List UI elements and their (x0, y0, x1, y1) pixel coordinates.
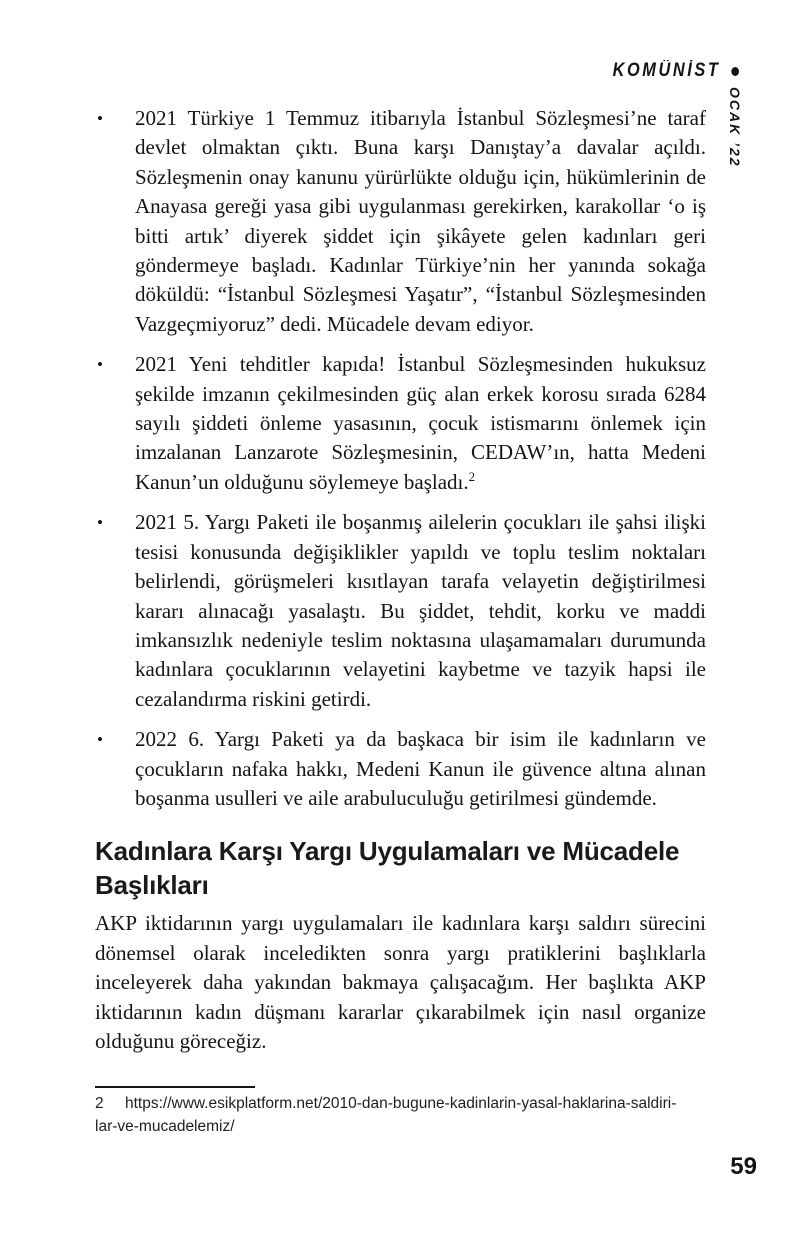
issue-date-vertical: OCAK ’22 (727, 87, 743, 168)
list-item (95, 104, 706, 339)
page-number: 59 (730, 1153, 757, 1180)
bullet-paragraph (135, 350, 706, 497)
bullet-paragraph-text: 2021 5. Yargı Paketi ile boşanmış ailelerin çocukları ile şahsi ilişki tesisi konusunda değişiklikler yapıldı ve toplu teslim noktaları belirlendi, görüşmeleri kısıtlayan tarafa velayetin değiştirilmesi kararı alınacağı yasalaştı. Bu şiddet, tehdit, korku ve maddi imkansızlık nedeniyle teslim noktasına ulaşamamaları durumunda kadınlara çocuklarının velayetini kaybetme ve tazyik hapsi ile cezalandırma riskini getirdi. (135, 510, 706, 711)
page-body (95, 104, 706, 1056)
bullet-icon: • (97, 513, 103, 533)
footnote-url: https://www.esikplatform.net/2010-dan-bugune-kadinlarin-yasal-haklarina-saldiri- (125, 1095, 677, 1112)
footnote-number: 2 (95, 1095, 104, 1112)
footnote-line (95, 1092, 720, 1115)
bullet-paragraph (135, 104, 706, 339)
bullet-paragraph-text: 2022 6. Yargı Paketi ya da başkaca bir isim ile kadınların ve çocukların nafaka hakkı, Medeni Kanun ile güvence altına alınan boşanma usulleri ve aile arabuluculuğu getirilmesi gündemde. (135, 727, 706, 810)
footnote-url-continued: lar-ve-mucadelemiz/ (95, 1118, 235, 1135)
footnote-divider (95, 1086, 255, 1088)
footnote (95, 1092, 720, 1138)
bullet-paragraph-text: 2021 Yeni tehditler kapıda! İstanbul Sözleşmesinden hukuksuz şekilde imzanın çekilmesinden güç alan erkek korosu sırada 6284 sayılı şiddeti önleme yasasının, çocuk istismarını önlemek için imzalanan Lanzarote Sözleşmesinin, CEDAW’ın, hatta Medeni Kanun’un olduğunu söylemeye başladı. (135, 352, 706, 494)
magazine-masthead (612, 60, 739, 82)
masthead-bullet-dot-icon (731, 67, 739, 76)
bullet-paragraph-text: 2021 Türkiye 1 Temmuz itibarıyla İstanbul Sözleşmesi’ne taraf devlet olmaktan çıktı. Buna karşı Danıştay’a davalar açıldı. Sözleşmenin onay kanunu yürürlükte olduğu için, hükümlerinin de Anayasa gereği yasa gibi uygulanması gerekirken, karakollar ‘o iş bitti artık’ diyerek şiddet için şikâyete gelen kadınları geri göndermeye başladı. Kadınlar Türkiye’nin her yanında sokağa döküldü: “İstanbul Sözleşmesi Yaşatır”, “İstanbul Sözleşmesinden Vazgeçmiyoruz” dedi. Mücadele devam ediyor. (135, 106, 706, 336)
list-item (95, 350, 706, 497)
list-item (95, 725, 706, 813)
list-item (95, 508, 706, 714)
footnote-ref: 2 (468, 468, 476, 484)
bullet-paragraph (135, 508, 706, 714)
section-heading: Kadınlara Karşı Yargı Uygulamaları ve Mücadele Başlıkları (95, 836, 680, 900)
bullet-icon: • (97, 355, 103, 375)
section-paragraph: AKP iktidarının yargı uygulamaları ile kadınlara karşı saldırı sürecini dönemsel olarak inceledikten sonra yargı pratiklerini başlıklarla inceleyerek daha yakından bakmaya çalışacağım. Her başlıkta AKP iktidarının kadın düşmanı kararlar çıkarabilmek için nasıl organize olduğunu göreceğiz. (95, 911, 706, 1053)
bullet-paragraph (135, 725, 706, 813)
bullet-icon: • (97, 730, 103, 750)
bullet-icon: • (97, 109, 103, 128)
magazine-title: KOMÜNİST (612, 60, 721, 81)
